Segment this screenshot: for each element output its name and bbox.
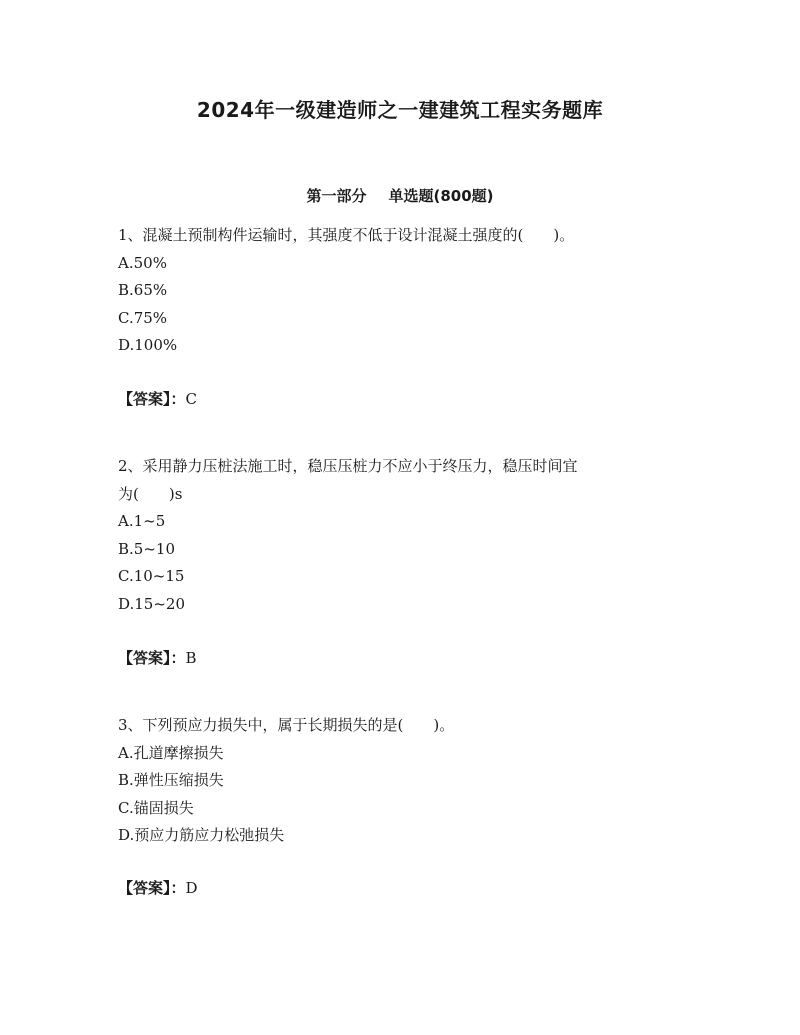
question-stem: 3、下列预应力损失中，属于长期损失的是( )。 bbox=[118, 716, 455, 734]
question-stem-line-1: 2、采用静力压桩法施工时，稳压压桩力不应小于终压力，稳压时间宜 bbox=[118, 457, 578, 475]
question-stem: 1、混凝土预制构件运输时，其强度不低于设计混凝土强度的( )。 bbox=[118, 226, 575, 244]
answer-value: B bbox=[185, 649, 197, 667]
answer-2 bbox=[118, 645, 197, 672]
question-1 bbox=[118, 222, 688, 360]
option-a: A.50% bbox=[118, 253, 167, 272]
option-d: D.100% bbox=[118, 336, 178, 354]
option-b: B.65% bbox=[118, 281, 168, 299]
answer-value: D bbox=[185, 879, 198, 897]
answer-label: 【答案】： bbox=[118, 390, 186, 408]
option-b: B.弹性压缩损失 bbox=[118, 771, 224, 789]
section-part: 第一部分 bbox=[306, 187, 367, 205]
answer-label: 【答案】： bbox=[118, 879, 186, 897]
answer-value: C bbox=[185, 390, 197, 408]
option-a: A.1~5 bbox=[118, 512, 166, 530]
document-title: 2024年一级建造师之一建建筑工程实务题库 bbox=[196, 98, 604, 122]
section-name: 单选题(800题) bbox=[388, 187, 494, 205]
section-heading bbox=[0, 185, 800, 206]
option-d: D.15~20 bbox=[118, 594, 186, 613]
option-c: C.75% bbox=[118, 308, 168, 327]
question-stem-line-2: 为( )s bbox=[118, 484, 183, 503]
option-b: B.5~10 bbox=[118, 539, 175, 558]
question-3 bbox=[118, 712, 688, 850]
answer-3 bbox=[118, 875, 198, 902]
option-c: C.锚固损失 bbox=[118, 798, 194, 817]
question-2 bbox=[118, 453, 688, 618]
option-c: C.10~15 bbox=[118, 567, 185, 585]
option-a: A.孔道摩擦损失 bbox=[118, 743, 224, 762]
answer-label: 【答案】： bbox=[118, 649, 186, 667]
option-d: D.预应力筋应力松弛损失 bbox=[118, 826, 285, 844]
answer-1 bbox=[118, 386, 197, 413]
